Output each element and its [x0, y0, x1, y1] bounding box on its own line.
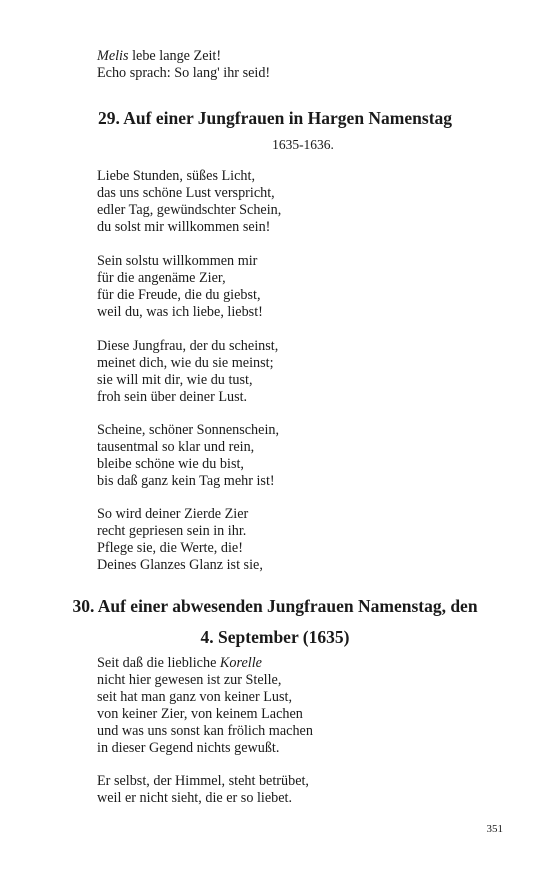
poem-line: recht gepriesen sein in ihr.	[97, 523, 247, 539]
poem-line: froh sein über deiner Lust.	[97, 389, 248, 405]
poem-line: du solst mir willkommen sein!	[97, 219, 271, 235]
poem-line: Liebe Stunden, süßes Licht,	[97, 168, 256, 184]
poem-line: Er selbst, der Himmel, steht betrübet,	[97, 773, 309, 789]
poem-29-stanza-1	[97, 168, 281, 236]
poem-line: in dieser Gegend nichts gewußt.	[97, 740, 280, 756]
poem-line: weil er nicht sieht, die er so liebet.	[97, 790, 293, 806]
italic-name: Melis	[97, 48, 129, 64]
poem-line: sie will mit dir, wie du tust,	[97, 372, 253, 388]
poem-30-title-line-1: 30. Auf einer abwesenden Jungfrauen Namenstag, den	[72, 596, 478, 616]
line-text: lebe lange Zeit!	[128, 48, 222, 64]
poem-line: tausentmal so klar und rein,	[97, 439, 255, 455]
poem-line: Diese Jungfrau, der du scheinst,	[97, 338, 279, 354]
poem-line: meinet dich, wie du sie meinst;	[97, 355, 274, 371]
poem-line: für die angenäme Zier,	[97, 270, 226, 286]
poem-line	[97, 655, 313, 672]
opening-stanza	[97, 48, 270, 82]
line-text: Seit daß die liebliche	[97, 655, 220, 671]
poem-line: edler Tag, gewündschter Schein,	[97, 202, 282, 218]
poem-30-stanza-1	[97, 655, 313, 757]
poem-line: bis daß ganz kein Tag mehr ist!	[97, 473, 275, 489]
poem-line: von keiner Zier, von keinem Lachen	[97, 706, 303, 722]
poem-line: Pflege sie, die Werte, die!	[97, 540, 243, 556]
poem-29-title: 29. Auf einer Jungfrauen in Hargen Namenstag	[97, 108, 453, 128]
poem-29-date: 1635-1636.	[272, 137, 334, 152]
poem-29-stanza-5	[97, 506, 263, 574]
poem-line: für die Freude, die du giebst,	[97, 287, 261, 303]
poem-line	[97, 48, 270, 65]
poem-line: Scheine, schöner Sonnenschein,	[97, 422, 280, 438]
poem-29-stanza-3	[97, 338, 278, 406]
poem-29-stanza-2	[97, 253, 263, 321]
poem-30-title-line-2: 4. September (1635)	[200, 627, 350, 647]
poem-line: Sein solstu willkommen mir	[97, 253, 258, 269]
poem-line: das uns schöne Lust verspricht,	[97, 185, 275, 201]
poem-line: Echo sprach: So lang' ihr seid!	[97, 65, 271, 81]
poem-line: seit hat man ganz von keiner Lust,	[97, 689, 293, 705]
italic-name: Korelle	[219, 655, 262, 671]
poem-line: So wird deiner Zierde Zier	[97, 506, 249, 522]
poem-line: bleibe schöne wie du bist,	[97, 456, 244, 472]
page-number: 351	[486, 823, 503, 835]
poem-30-stanza-2	[97, 773, 309, 807]
poem-line: nicht hier gewesen ist zur Stelle,	[97, 672, 282, 688]
poem-line: Deines Glanzes Glanz ist sie,	[97, 557, 263, 573]
poem-29-stanza-4	[97, 422, 279, 490]
poem-line: und was uns sonst kan frölich machen	[97, 723, 313, 739]
poem-line: weil du, was ich liebe, liebst!	[97, 304, 263, 320]
